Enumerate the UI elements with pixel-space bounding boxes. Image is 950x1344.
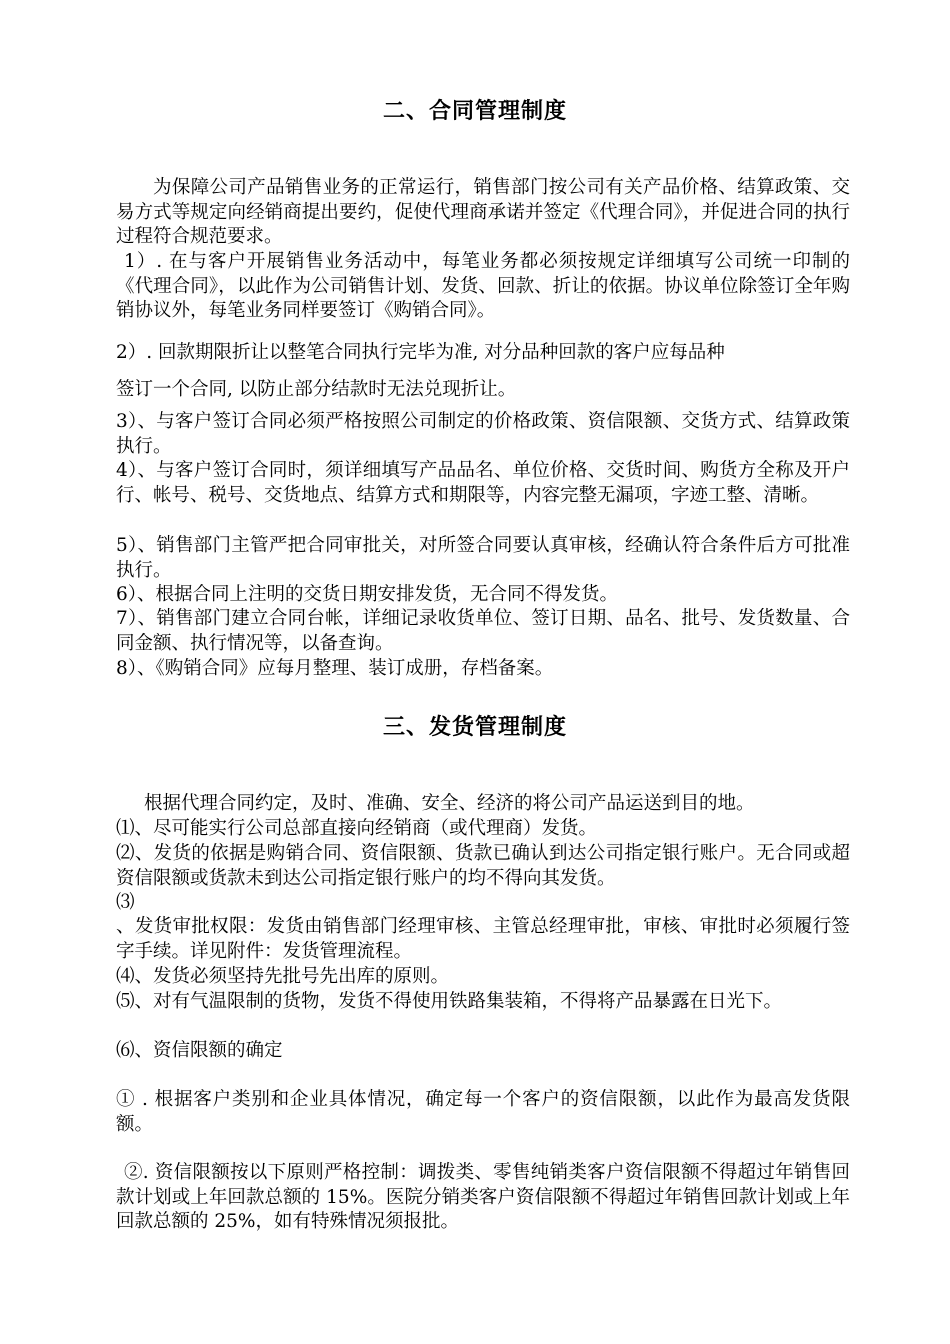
paragraph-credit-limit-1: ① . 根据客户类别和企业具体情况，确定每一个客户的资信限额，以此作为最高发货限额。: [116, 1089, 850, 1135]
section-heading-contract-management: 二、合同管理制度: [382, 99, 567, 124]
paragraph-shipping-item-1: ⑴、尽可能实行公司总部直接向经销商（或代理商）发货。: [116, 818, 598, 839]
paragraph-contract-item-7: 7）、销售部门建立合同台帐，详细记录收货单位、签订日期、品名、批号、发货数量、合同金额、执行情况等，以备查询。: [116, 608, 850, 654]
paragraph-shipping-item-4: ⑷、发货必须坚持先批号先出库的原则。: [116, 966, 450, 987]
paragraph-shipping-item-5: ⑸、对有气温限制的货物，发货不得使用铁路集装箱，不得将产品暴露在日光下。: [116, 991, 783, 1012]
paragraph-shipping-item-6: ⑹、资信限额的确定: [116, 1040, 283, 1061]
paragraph-credit-limit-2: ②. 资信限额按以下原则严格控制：调拨类、零售纯销类客户资信限额不得超过年销售回款计划或上年回款总额的 15%。医院分销类客户资信限额不得超过年销售回款计划或上年回款总额的 25%，如有特殊情况须报批。: [116, 1162, 850, 1232]
paragraph-contract-item-8: 8）、《购销合同》应每月整理、装订成册，存档备案。: [116, 658, 554, 679]
paragraph-shipping-intro: 根据代理合同约定，及时、准确、安全、经济的将公司产品运送到目的地。: [144, 793, 755, 814]
paragraph-contract-intro: 为保障公司产品销售业务的正常运行，销售部门按公司有关产品价格、结算政策、交易方式等规定向经销商提出要约，促使代理商承诺并签定《代理合同》，并促进合同的执行过程符合规范要求。: [116, 177, 850, 247]
paragraph-shipping-item-3-number: ⑶: [116, 892, 135, 913]
paragraph-contract-item-3: 3）、与客户签订合同必须严格按照公司制定的价格政策、资信限额、交货方式、结算政策执行。: [116, 411, 850, 457]
paragraph-contract-item-1: 1）. 在与客户开展销售业务活动中，每笔业务都必须按规定详细填写公司统一印制的《代理合同》，以此作为公司销售计划、发货、回款、折让的依据。协议单位除签订全年购销协议外，每笔业务同样要签订《购销合同》。: [116, 251, 850, 321]
paragraph-shipping-item-2: ⑵、发货的依据是购销合同、资信限额、货款已确认到达公司指定银行账户。无合同或超资信限额或货款未到达公司指定银行账户的均不得向其发货。: [116, 843, 850, 889]
paragraph-contract-item-6: 6）、根据合同上注明的交货日期安排发货，无合同不得发货。: [116, 584, 619, 605]
paragraph-contract-item-4: 4）、与客户签订合同时，须详细填写产品品名、单位价格、交货时间、购货方全称及开户行、帐号、税号、交货地点、结算方式和期限等，内容完整无漏项，字迹工整、清晰。: [116, 460, 850, 506]
paragraph-contract-item-2: 2）. 回款期限折让以整笔合同执行完毕为准, 对分品种回款的客户应每品种: [116, 342, 725, 363]
section-heading-shipping-management: 三、发货管理制度: [382, 715, 567, 740]
paragraph-contract-item-2-cont: 签订一个合同, 以防止部分结款时无法兑现折让。: [116, 379, 517, 400]
paragraph-shipping-item-3: 、发货审批权限：发货由销售部门经理审核、主管总经理审批，审核、审批时必须履行签字手续。详见附件：发货管理流程。: [116, 916, 850, 962]
paragraph-contract-item-5: 5）、销售部门主管严把合同审批关，对所签合同要认真审核，经确认符合条件后方可批准执行。: [116, 535, 850, 581]
